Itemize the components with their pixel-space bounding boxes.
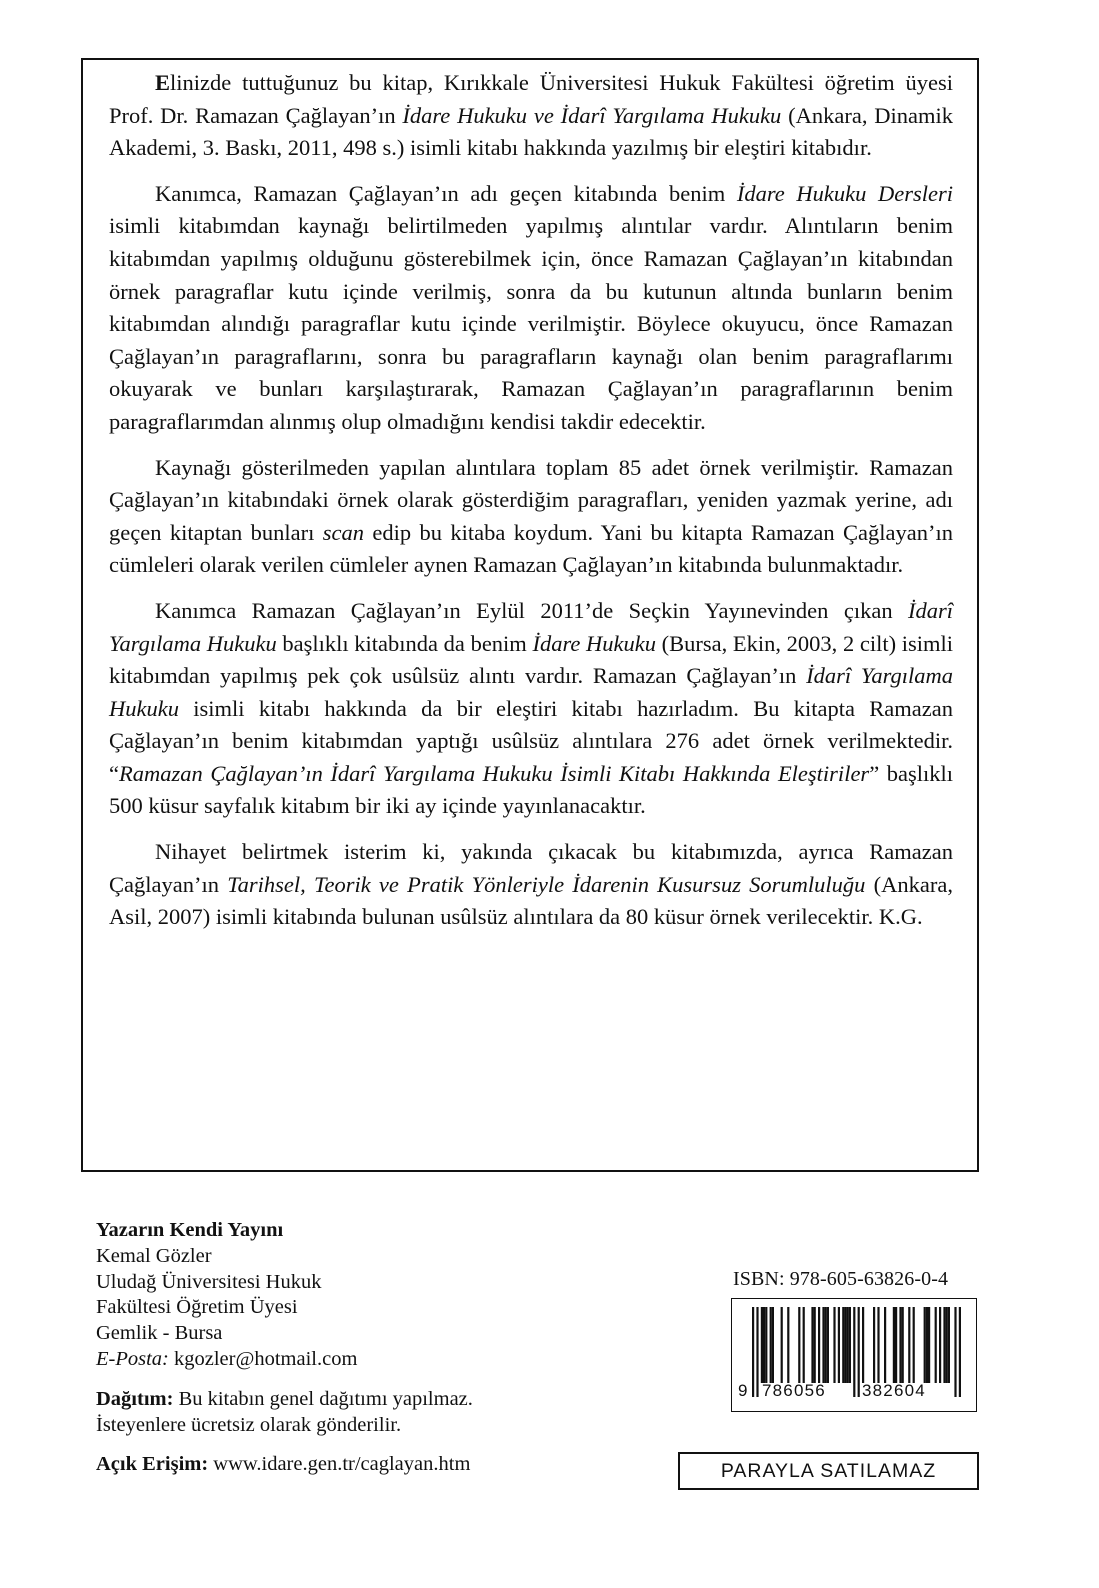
barcode-bar bbox=[763, 1307, 765, 1383]
distribution-line bbox=[96, 1387, 616, 1413]
paragraph-5 bbox=[109, 836, 953, 934]
text: ” başlıklı 500 küsur sayfalık kitabım bir iki ay içinde yayınlanacaktır. bbox=[109, 760, 953, 819]
price-notice: PARAYLA SATILAMAZ bbox=[678, 1452, 979, 1490]
barcode-bar bbox=[935, 1307, 937, 1383]
distribution-label: Dağıtım: bbox=[96, 1387, 174, 1410]
text: Kaynağı gösterilmeden yapılan alıntılara toplam 85 adet örnek verilmiştir. Ramazan Çağlayan’ın kitabındaki örnek olarak gösterdiğim paragrafları, yeniden yazmak yerine, adı geçen kitaptan bunları bbox=[109, 454, 953, 545]
barcode-bar bbox=[902, 1307, 904, 1383]
barcode-bar bbox=[862, 1307, 864, 1383]
email-label: E-Posta: bbox=[96, 1347, 169, 1370]
barcode-bar bbox=[814, 1307, 816, 1383]
barcode-bar bbox=[756, 1307, 758, 1397]
distribution-line-2: İsteyenlere ücretsiz olarak gönderilir. bbox=[96, 1413, 402, 1436]
barcode-bar bbox=[895, 1307, 897, 1383]
barcode-bar bbox=[781, 1307, 783, 1383]
barcode-digits-right: 382604 bbox=[862, 1381, 926, 1400]
text: (Ankara, Dinamik Akademi, 3. Baskı, 2011, 498 s.) isimli kitabı hakkında yazılmış bir eleştiri kitabıdır. bbox=[109, 102, 953, 161]
text: isimli kitabı hakkında da bir eleştiri kitabı hazırladım. Bu kitapta Ramazan Çağlayan’ın benim kitabımdan yaptığı usûlsüz alıntılara 276 adet örnek verilmektedir. “ bbox=[109, 695, 953, 786]
barcode-bar bbox=[893, 1307, 895, 1383]
text: Kanımca Ramazan Çağlayan’ın Eylül 2011’de Seçkin Yayınevinden çıkan bbox=[155, 597, 908, 623]
access-line bbox=[96, 1452, 616, 1478]
barcode-bar bbox=[811, 1307, 813, 1383]
summary-box bbox=[81, 58, 979, 1172]
paragraph-1 bbox=[109, 67, 953, 165]
book-title: İdarî Yargılama Hukuku bbox=[109, 663, 953, 721]
barcode-bar bbox=[853, 1307, 855, 1397]
barcode-bar bbox=[877, 1307, 879, 1383]
barcode-bar bbox=[873, 1307, 875, 1383]
paragraph-3 bbox=[109, 452, 953, 582]
barcode-bar bbox=[847, 1307, 849, 1383]
text: (Bursa, Ekin, 2003, 2 cilt) isimli kitabımdan yapılmış pek çok usûlsüz alıntı vardır. Ramazan Çağlayan’ın bbox=[109, 630, 954, 689]
barcode-bar bbox=[838, 1307, 840, 1383]
barcode-bar bbox=[943, 1307, 945, 1383]
barcode-bar bbox=[954, 1307, 956, 1397]
barcode-bar bbox=[849, 1307, 851, 1383]
barcode-bar bbox=[926, 1307, 928, 1383]
barcode-bar bbox=[844, 1307, 846, 1383]
publisher-info bbox=[96, 1218, 616, 1478]
barcode-bar bbox=[752, 1307, 754, 1397]
barcode-bar bbox=[884, 1307, 886, 1383]
barcode-bar bbox=[827, 1307, 829, 1383]
text: Nihayet belirtmek isterim ki, yakında çıkacak bu kitabımızda, ayrıca Ramazan Çağlayan’ın bbox=[109, 839, 953, 897]
barcode-bar bbox=[772, 1307, 774, 1383]
access-label: Açık Erişim: bbox=[96, 1453, 209, 1476]
drop-letter: E bbox=[155, 70, 171, 95]
book-title: İdare Hukuku ve İdarî Yargılama Hukuku bbox=[402, 102, 782, 128]
distribution-text: Bu kitabın genel dağıtımı yapılmaz. bbox=[173, 1387, 473, 1410]
book-title: Ramazan Çağlayan’ın İdarî Yargılama Hukuku İsimli Kitabı Hakkında Eleştiriler bbox=[119, 760, 870, 786]
text: başlıklı kitabında da benim bbox=[276, 630, 533, 656]
barcode-bar bbox=[822, 1307, 824, 1383]
text: (Ankara, Asil, 2007) isimli kitabında bulunan usûlsüz alıntılara da 80 küsur örnek verilecektir. K.G. bbox=[109, 871, 953, 930]
barcode-bar bbox=[924, 1307, 926, 1383]
email-line bbox=[96, 1347, 616, 1373]
barcode-bar bbox=[913, 1307, 915, 1383]
barcode-bar bbox=[842, 1307, 844, 1383]
barcode-bar bbox=[959, 1307, 961, 1397]
text: edip bu kitaba koydum. Yani bu kitapta Ramazan Çağlayan’ın cümleleri olarak verilen cümleler aynen Ramazan Çağlayan’ın kitabında bulunmaktadır. bbox=[109, 519, 953, 578]
barcode-bar bbox=[787, 1307, 789, 1383]
barcode-bar bbox=[765, 1307, 767, 1383]
book-title: İdare Hukuku Dersleri bbox=[736, 180, 953, 206]
paragraph-4 bbox=[109, 595, 953, 823]
barcode-bar bbox=[908, 1307, 910, 1383]
access-url[interactable]: www.idare.gen.tr/caglayan.htm bbox=[208, 1453, 471, 1476]
text: isimli kitabımdan kaynağı belirtilmeden yapılmış alıntılar vardır. Alıntıların benim kitabımdan yapılmış olduğunu gösterebilmek için, önce Ramazan Çağlayan’ın kitabından örnek paragraflar kutu içinde verilmiş, sonra da bu kutunun altında bunların benim kitabımdan alındığı paragraflar kutu içinde verilmiştir. Böylece okuyucu, önce Ramazan Çağlayan’ın paragraflarını, sonra bu paragrafların kaynağı olan benim paragraflarımı okuyarak ve bunları karşılaştırarak, Ramazan Çağlayan’ın paragraflarının benim paragraflarımdan alınmış olup olmadığını kendisi takdir edecektir. bbox=[109, 213, 953, 434]
book-title: Tarihsel, Teorik ve Pratik Yönleriyle İdarenin Kusursuz Sorumluluğu bbox=[227, 871, 866, 897]
barcode-bar bbox=[948, 1307, 950, 1383]
location: Gemlik - Bursa bbox=[96, 1322, 223, 1345]
barcode-bar bbox=[798, 1307, 800, 1383]
barcode-bar bbox=[833, 1307, 835, 1383]
paragraph-2 bbox=[109, 178, 953, 439]
barcode-digit-first: 9 bbox=[738, 1381, 749, 1400]
barcode-bar bbox=[818, 1307, 820, 1383]
affiliation-line-2: Fakültesi Öğretim Üyesi bbox=[96, 1296, 298, 1319]
barcode-digits-left: 786056 bbox=[762, 1381, 826, 1400]
barcode-bar bbox=[761, 1307, 763, 1383]
barcode-bar bbox=[899, 1307, 901, 1383]
barcode-bar bbox=[928, 1307, 930, 1383]
barcode-bar bbox=[946, 1307, 948, 1383]
author-name: Kemal Gözler bbox=[96, 1244, 212, 1267]
barcode-bar bbox=[770, 1307, 772, 1383]
isbn-label: ISBN: 978-605-63826-0-4 bbox=[733, 1268, 949, 1290]
barcode-bar bbox=[803, 1307, 805, 1383]
text: linizde tuttuğunuz bu kitap, Kırıkkale Üniversitesi Hukuk Fakültesi öğretim üyesi Prof. Dr. Ramazan Çağlayan’ın bbox=[109, 70, 953, 128]
barcode bbox=[731, 1298, 977, 1412]
barcode-bar bbox=[939, 1307, 941, 1383]
barcode-bar bbox=[825, 1307, 827, 1383]
affiliation-line-1: Uludağ Üniversitesi Hukuk bbox=[96, 1270, 322, 1293]
book-title: İdare Hukuku bbox=[532, 630, 656, 656]
book-title: İdarî Yargılama Hukuku bbox=[109, 597, 953, 656]
emphasis: scan bbox=[322, 519, 365, 545]
email-address[interactable]: kgozler@hotmail.com bbox=[168, 1347, 358, 1370]
text: Kanımca, Ramazan Çağlayan’ın adı geçen kitabında benim bbox=[155, 180, 737, 206]
barcode-bar bbox=[858, 1307, 860, 1397]
publisher-heading: Yazarın Kendi Yayını bbox=[96, 1219, 284, 1241]
